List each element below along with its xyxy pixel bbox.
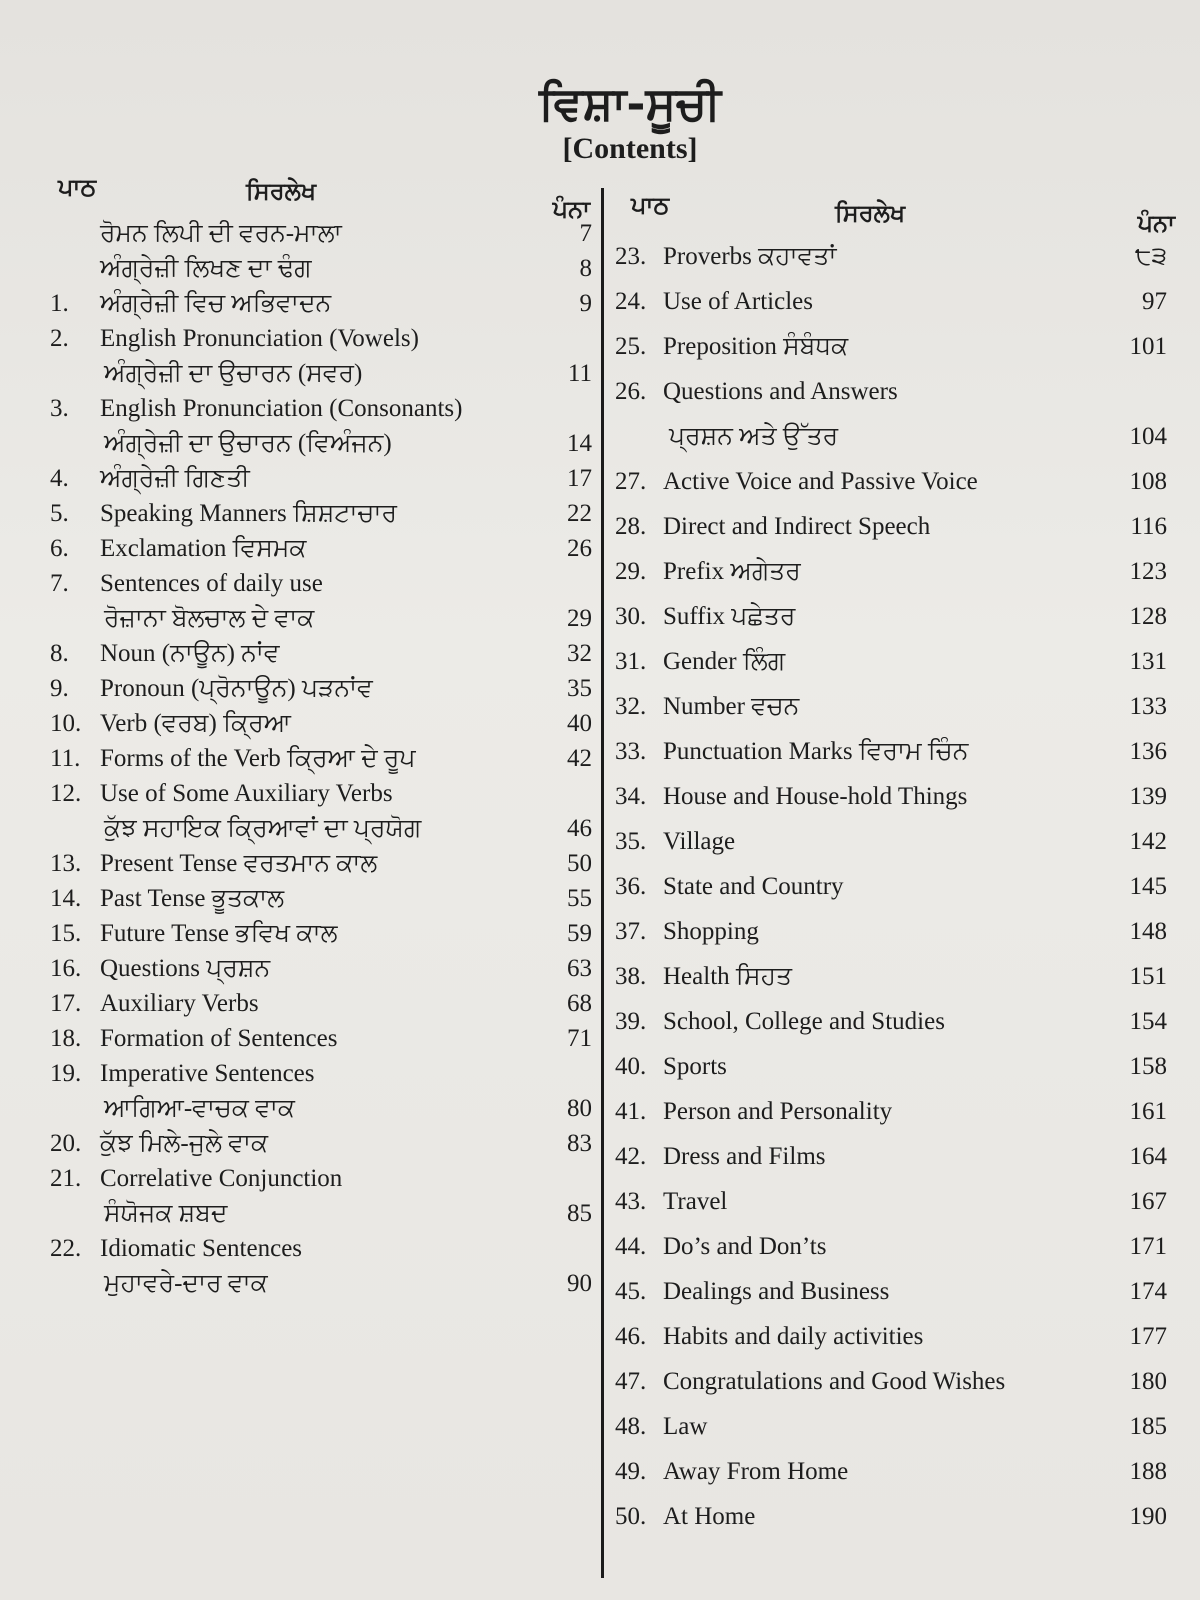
toc-entry <box>50 916 600 951</box>
toc-entry-page: 158 <box>1129 1053 1167 1080</box>
toc-entry-title: Person and Personality <box>663 1098 893 1125</box>
toc-entry-page: 190 <box>1129 1503 1167 1530</box>
toc-entry-page: 63 <box>567 955 592 982</box>
toc-entry-number: 29. <box>615 558 647 585</box>
toc-entry-title: Verb (ਵਰਬ) ਕ੍ਰਿਆ <box>100 710 291 737</box>
toc-entry <box>50 566 600 636</box>
toc-entry-number: 43. <box>615 1188 647 1215</box>
toc-entry <box>615 234 1175 279</box>
toc-entry-page: 177 <box>1129 1323 1167 1350</box>
toc-entry-title: Proverbs ਕਹਾਵਤਾਂ <box>663 243 837 270</box>
toc-entry-page: 139 <box>1129 783 1167 810</box>
contents-column-left <box>50 172 600 1301</box>
toc-entry-title: Gender ਲਿੰਗ <box>663 648 786 675</box>
toc-entry <box>615 1269 1175 1314</box>
header-lesson: ਪਾਠ <box>631 190 670 219</box>
toc-entry-page: 123 <box>1129 558 1167 585</box>
toc-entry <box>50 881 600 916</box>
toc-entry <box>50 1161 600 1231</box>
toc-entry-number: 15. <box>50 920 82 947</box>
toc-entry-title: Active Voice and Passive Voice <box>663 468 978 495</box>
toc-entry <box>615 1179 1175 1224</box>
toc-entry-number: 32. <box>615 693 647 720</box>
toc-entry-number: 14. <box>50 885 82 912</box>
toc-entry-page: 14 <box>567 430 592 457</box>
toc-entry-title: Formation of Sentences <box>100 1025 338 1052</box>
contents-column-right <box>615 190 1175 1539</box>
toc-entry-number: 5. <box>50 500 69 527</box>
toc-entry-title: Sentences of daily use <box>100 570 323 597</box>
toc-entry-title: Preposition ਸੰਬੰਧਕ <box>663 333 849 360</box>
header-heading: ਸਿਰਲੇਖ <box>835 198 906 227</box>
toc-entry <box>615 774 1175 819</box>
toc-entry-page: 97 <box>1142 288 1167 315</box>
toc-entry <box>50 251 600 286</box>
toc-entry-page: 154 <box>1129 1008 1167 1035</box>
toc-entry-title: Village <box>663 828 736 855</box>
toc-entry-number: 20. <box>50 1130 82 1157</box>
toc-entry-title: ਰੋਮਨ ਲਿਪੀ ਦੀ ਵਰਨ-ਮਾਲਾ <box>100 220 342 247</box>
toc-entry-page: 7 <box>579 220 592 247</box>
toc-entry-title: Number ਵਚਨ <box>663 693 800 720</box>
toc-entry <box>615 594 1175 639</box>
toc-entry-number: 44. <box>615 1233 647 1260</box>
toc-entry-page: 40 <box>567 710 592 737</box>
toc-entry-title: Do’s and Don’ts <box>663 1233 827 1260</box>
column-divider <box>601 188 604 1578</box>
toc-entry-title: Future Tense ਭਵਿਖ ਕਾਲ <box>100 920 338 947</box>
toc-entry-page: 59 <box>567 920 592 947</box>
toc-entry-page: 136 <box>1129 738 1167 765</box>
toc-entry-title: Pronoun (ਪ੍ਰੋਨਾਊਨ) ਪੜਨਾਂਵ <box>100 675 373 702</box>
toc-entry-title: ਅੰਗ੍ਰੇਜ਼ੀ ਗਿਣਤੀ <box>100 465 250 492</box>
toc-entry-number: 10. <box>50 710 82 737</box>
toc-entry <box>50 1056 600 1126</box>
toc-entry <box>615 369 1175 459</box>
toc-entry-title: Congratulations and Good Wishes <box>663 1368 1006 1395</box>
toc-entry-page: 83 <box>567 1130 592 1157</box>
toc-entry-page: 104 <box>1129 423 1167 450</box>
toc-entry-title: Prefix ਅਗੇਤਰ <box>663 558 801 585</box>
toc-entry <box>615 1494 1175 1539</box>
toc-entry-number: 1. <box>50 290 69 317</box>
toc-entry-title: Law <box>663 1413 708 1440</box>
toc-entry-page: ੮੩ <box>1134 243 1167 270</box>
toc-entry-page: 55 <box>567 885 592 912</box>
toc-entry-page: 174 <box>1129 1278 1167 1305</box>
toc-entry <box>50 286 600 321</box>
toc-entry <box>50 741 600 776</box>
toc-entry-number: 4. <box>50 465 69 492</box>
toc-entry-title: ਅੰਗ੍ਰੇਜ਼ੀ ਲਿਖਣ ਦਾ ਢੰਗ <box>100 255 312 282</box>
toc-entry-number: 37. <box>615 918 647 945</box>
toc-entry-title: ਅੰਗ੍ਰੇਜ਼ੀ ਦਾ ਉਚਾਰਨ (ਸਵਰ) <box>104 360 363 387</box>
toc-entry-page: 29 <box>567 605 592 632</box>
toc-entry-title: Questions ਪ੍ਰਸ਼ਨ <box>100 955 271 982</box>
toc-entry-number: 9. <box>50 675 69 702</box>
toc-entry-page: 131 <box>1129 648 1167 675</box>
toc-entry-page: 180 <box>1129 1368 1167 1395</box>
toc-entry <box>50 986 600 1021</box>
toc-entry <box>615 459 1175 504</box>
toc-entry <box>50 321 600 391</box>
toc-entry <box>615 819 1175 864</box>
toc-entry <box>615 684 1175 729</box>
toc-entry-number: 28. <box>615 513 647 540</box>
toc-entry-number: 40. <box>615 1053 647 1080</box>
toc-entry <box>615 1449 1175 1494</box>
toc-entry <box>615 504 1175 549</box>
toc-entry-number: 24. <box>615 288 647 315</box>
toc-entry-page: 71 <box>567 1025 592 1052</box>
toc-entry-title: ਰੋਜ਼ਾਨਾ ਬੋਲਚਾਲ ਦੇ ਵਾਕ <box>104 605 315 632</box>
toc-entry-page: 42 <box>567 745 592 772</box>
toc-entry <box>615 1404 1175 1449</box>
toc-entry-number: 33. <box>615 738 647 765</box>
toc-entry <box>50 1126 600 1161</box>
toc-entry-number: 30. <box>615 603 647 630</box>
toc-entry-title: ਕੁੱਝ ਸਹਾਇਕ ਕ੍ਰਿਆਵਾਂ ਦਾ ਪ੍ਰਯੋਗ <box>104 815 422 842</box>
toc-entry-number: 23. <box>615 243 647 270</box>
toc-entry-title: State and Country <box>663 873 844 900</box>
toc-entry-title: ਆਗਿਆ-ਵਾਚਕ ਵਾਕ <box>104 1095 295 1122</box>
toc-entry-title: English Pronunciation (Consonants) <box>100 395 463 422</box>
toc-entry-page: 167 <box>1129 1188 1167 1215</box>
toc-entry-page: 148 <box>1129 918 1167 945</box>
toc-entry-title: Forms of the Verb ਕ੍ਰਿਆ ਦੇ ਰੂਪ <box>100 745 416 772</box>
toc-entry-number: 8. <box>50 640 69 667</box>
toc-entry-title: Direct and Indirect Speech <box>663 513 931 540</box>
toc-entry-title: Use of Articles <box>663 288 813 315</box>
toc-entry-title: English Pronunciation (Vowels) <box>100 325 419 352</box>
toc-entry-title: Dress and Films <box>663 1143 826 1170</box>
toc-entry-number: 7. <box>50 570 69 597</box>
toc-entry <box>615 639 1175 684</box>
toc-entry-number: 47. <box>615 1368 647 1395</box>
toc-entry-title: Auxiliary Verbs <box>100 990 259 1017</box>
toc-entry-title: Speaking Manners ਸ਼ਿਸ਼ਟਾਚਾਰ <box>100 500 398 527</box>
toc-entry-title: Idiomatic Sentences <box>100 1235 303 1262</box>
toc-entry-number: 49. <box>615 1458 647 1485</box>
toc-entry-title: Correlative Conjunction <box>100 1165 343 1192</box>
toc-entry-number: 34. <box>615 783 647 810</box>
toc-entry-title: Away From Home <box>663 1458 849 1485</box>
toc-entry-title: Dealings and Business <box>663 1278 890 1305</box>
toc-entry <box>615 1089 1175 1134</box>
column-header <box>50 172 600 223</box>
toc-entry-title: Health ਸਿਹਤ <box>663 963 792 990</box>
toc-entry-page: 133 <box>1129 693 1167 720</box>
toc-entry-number: 27. <box>615 468 647 495</box>
toc-entry-number: 42. <box>615 1143 647 1170</box>
toc-entry-number: 21. <box>50 1165 82 1192</box>
toc-entry <box>615 1314 1175 1359</box>
toc-entry-title: ਸੰਯੋਜਕ ਸ਼ਬਦ <box>104 1200 228 1227</box>
toc-entry-number: 18. <box>50 1025 82 1052</box>
toc-entry <box>50 1021 600 1056</box>
toc-entry <box>50 216 600 251</box>
toc-entry-title: Suffix ਪਛੇਤਰ <box>663 603 796 630</box>
toc-entry <box>615 549 1175 594</box>
toc-entry-page: 188 <box>1129 1458 1167 1485</box>
page-title: ਵਿਸ਼ਾ-ਸੂਚੀ <box>539 76 721 130</box>
toc-entry-number: 50. <box>615 1503 647 1530</box>
toc-entry-page: 8 <box>579 255 592 282</box>
toc-entry-number: 45. <box>615 1278 647 1305</box>
toc-entry-title: ਪ੍ਰਸ਼ਨ ਅਤੇ ਉੱਤਰ <box>669 423 839 450</box>
header-heading: ਸਿਰਲੇਖ <box>246 176 317 205</box>
toc-entry-number: 41. <box>615 1098 647 1125</box>
toc-entry <box>50 496 600 531</box>
toc-entry-number: 16. <box>50 955 82 982</box>
toc-entry-page: 11 <box>567 360 592 387</box>
toc-entry-title: Imperative Sentences <box>100 1060 315 1087</box>
toc-entry-number: 2. <box>50 325 69 352</box>
toc-entry-number: 25. <box>615 333 647 360</box>
toc-entry <box>615 324 1175 369</box>
toc-entry <box>615 1044 1175 1089</box>
toc-entry <box>50 636 600 671</box>
toc-entry-page: 108 <box>1129 468 1167 495</box>
toc-entry-number: 13. <box>50 850 82 877</box>
toc-entry <box>615 864 1175 909</box>
toc-entry-title: Use of Some Auxiliary Verbs <box>100 780 393 807</box>
toc-entry-title: At Home <box>663 1503 756 1530</box>
toc-entry-number: 46. <box>615 1323 647 1350</box>
header-page: ਪੰਨਾ <box>1137 208 1175 237</box>
toc-entry-page: 85 <box>567 1200 592 1227</box>
toc-entry-title: ਅੰਗ੍ਰੇਜ਼ੀ ਵਿਚ ਅਭਿਵਾਦਨ <box>100 290 332 317</box>
toc-entry <box>615 1224 1175 1269</box>
contents-list-right <box>615 234 1175 1539</box>
toc-entry-number: 36. <box>615 873 647 900</box>
toc-entry-page: 17 <box>567 465 592 492</box>
toc-entry-page: 171 <box>1129 1233 1167 1260</box>
toc-entry-title: Past Tense ਭੂਤਕਾਲ <box>100 885 285 912</box>
toc-entry-page: 151 <box>1129 963 1167 990</box>
toc-entry-page: 161 <box>1129 1098 1167 1125</box>
toc-entry <box>50 671 600 706</box>
toc-entry <box>615 909 1175 954</box>
toc-entry-title: House and House-hold Things <box>663 783 968 810</box>
toc-entry <box>615 1134 1175 1179</box>
toc-entry-page: 145 <box>1129 873 1167 900</box>
toc-entry-number: 22. <box>50 1235 82 1262</box>
toc-entry-title: ਅੰਗ੍ਰੇਜ਼ੀ ਦਾ ਉਚਾਰਨ (ਵਿਅੰਜਨ) <box>104 430 392 457</box>
toc-entry-page: 128 <box>1129 603 1167 630</box>
toc-entry <box>615 729 1175 774</box>
toc-entry-number: 26. <box>615 378 647 405</box>
toc-entry-title: Present Tense ਵਰਤਮਾਨ ਕਾਲ <box>100 850 378 877</box>
toc-entry-title: Habits and daily activities <box>663 1323 924 1350</box>
toc-entry-number: 35. <box>615 828 647 855</box>
toc-entry-page: 50 <box>567 850 592 877</box>
column-header <box>615 190 1175 237</box>
contents-list-left <box>50 216 600 1301</box>
toc-entry <box>50 391 600 461</box>
header-page: ਪੰਨਾ <box>552 194 590 223</box>
toc-entry-page: 142 <box>1129 828 1167 855</box>
toc-entry-page: 35 <box>567 675 592 702</box>
toc-entry <box>615 279 1175 324</box>
toc-entry <box>50 706 600 741</box>
toc-entry-title: Shopping <box>663 918 759 945</box>
toc-entry-title: ਮੁਹਾਵਰੇ-ਦਾਰ ਵਾਕ <box>104 1270 268 1297</box>
toc-entry-page: 101 <box>1129 333 1167 360</box>
toc-entry-number: 31. <box>615 648 647 675</box>
toc-entry-number: 3. <box>50 395 69 422</box>
toc-entry <box>615 954 1175 999</box>
toc-entry-page: 68 <box>567 990 592 1017</box>
toc-entry-page: 90 <box>567 1270 592 1297</box>
toc-entry-title: Travel <box>663 1188 728 1215</box>
toc-entry-title: Noun (ਨਾਊਨ) ਨਾਂਵ <box>100 640 280 667</box>
toc-entry-number: 6. <box>50 535 69 562</box>
toc-entry <box>50 461 600 496</box>
toc-entry-number: 39. <box>615 1008 647 1035</box>
toc-entry-page: 116 <box>1130 513 1167 540</box>
toc-entry-number: 12. <box>50 780 82 807</box>
toc-entry-title: Sports <box>663 1053 727 1080</box>
toc-entry-title: Punctuation Marks ਵਿਰਾਮ ਚਿੰਨ <box>663 738 969 765</box>
toc-entry-page: 26 <box>567 535 592 562</box>
toc-entry-title: Questions and Answers <box>663 378 898 405</box>
toc-entry-page: 80 <box>567 1095 592 1122</box>
toc-entry-number: 19. <box>50 1060 82 1087</box>
toc-entry <box>50 776 600 846</box>
toc-entry <box>615 1359 1175 1404</box>
toc-entry <box>50 951 600 986</box>
toc-entry-number: 38. <box>615 963 647 990</box>
toc-entry-title: Exclamation ਵਿਸਮਕ <box>100 535 307 562</box>
toc-entry-number: 48. <box>615 1413 647 1440</box>
header-lesson: ਪਾਠ <box>58 172 97 201</box>
toc-entry <box>50 1231 600 1301</box>
toc-entry-title: ਕੁੱਝ ਮਿਲੇ-ਜੁਲੇ ਵਾਕ <box>100 1130 269 1157</box>
toc-entry <box>615 999 1175 1044</box>
toc-entry-number: 17. <box>50 990 82 1017</box>
toc-entry <box>50 846 600 881</box>
toc-entry-number: 11. <box>50 745 81 772</box>
toc-entry-page: 46 <box>567 815 592 842</box>
toc-entry-title: School, College and Studies <box>663 1008 945 1035</box>
toc-entry-page: 185 <box>1129 1413 1167 1440</box>
page-subtitle: [Contents] <box>562 132 698 165</box>
toc-entry-page: 32 <box>567 640 592 667</box>
toc-entry <box>50 531 600 566</box>
toc-entry-page: 9 <box>579 290 592 317</box>
toc-entry-page: 164 <box>1129 1143 1167 1170</box>
toc-entry-page: 22 <box>567 500 592 527</box>
